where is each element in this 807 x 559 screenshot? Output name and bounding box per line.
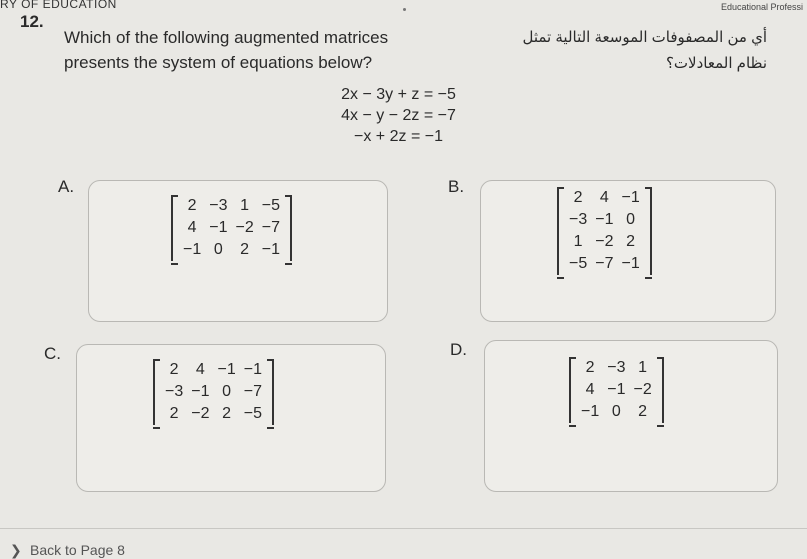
- matrix-row: [565, 209, 644, 231]
- matrix-cell: −3: [607, 359, 626, 376]
- option-d-box[interactable]: [484, 340, 778, 492]
- option-c-box[interactable]: [76, 344, 386, 492]
- header-department: Educational Professi: [720, 2, 803, 12]
- matrix-cell: 1: [240, 197, 250, 214]
- matrix-cell: −1: [261, 241, 280, 258]
- matrix-row: [577, 379, 656, 401]
- matrix-cell: −3: [209, 197, 228, 214]
- matrix-cell: 2: [187, 197, 197, 214]
- matrix-cell: 2: [638, 403, 648, 420]
- matrix-cell: −3: [165, 383, 184, 400]
- matrix-cell: 0: [213, 241, 223, 258]
- matrix-cell: −1: [607, 381, 626, 398]
- footer-divider: [0, 528, 807, 529]
- matrix-cell: −7: [243, 383, 262, 400]
- matrix-row: [577, 401, 656, 423]
- option-d-matrix: [569, 357, 664, 423]
- matrix-cell: −5: [261, 197, 280, 214]
- matrix-row: [565, 187, 644, 209]
- matrix-cell: 0: [626, 211, 636, 228]
- matrix-cell: 2: [169, 361, 179, 378]
- matrix-row: [161, 381, 266, 403]
- option-b-box[interactable]: [480, 180, 776, 322]
- matrix-cell: −1: [581, 403, 600, 420]
- option-a-box[interactable]: [88, 180, 388, 322]
- matrix-cell: 2: [222, 405, 232, 422]
- matrix-cell: −2: [633, 381, 652, 398]
- matrix-cell: 2: [573, 189, 583, 206]
- back-arrow-icon[interactable]: ❯: [10, 542, 22, 558]
- matrix-cell: −2: [191, 405, 210, 422]
- page-mark: [403, 8, 406, 11]
- matrix-cell: −1: [595, 211, 614, 228]
- matrix-cell: −7: [595, 255, 614, 272]
- matrix-cell: 1: [638, 359, 648, 376]
- matrix-cell: −2: [235, 219, 254, 236]
- option-c-matrix: [153, 359, 274, 425]
- header-ministry: RY OF EDUCATION: [0, 0, 117, 11]
- equation-1: 2x − 3y + z = −5: [341, 86, 456, 103]
- question-text-arabic: أي من المصفوفات الموسعة التالية تمثل نظام المعادلات؟: [522, 29, 767, 72]
- matrix-cell: −1: [621, 255, 640, 272]
- matrix-cell: 2: [169, 405, 179, 422]
- option-b-matrix: [557, 187, 652, 275]
- equation-system: [0, 84, 807, 147]
- matrix-cell: −2: [595, 233, 614, 250]
- matrix-row: [565, 253, 644, 275]
- matrix-cell: 2: [626, 233, 636, 250]
- matrix-row: [179, 239, 284, 261]
- matrix-cell: −1: [621, 189, 640, 206]
- option-a-matrix: [171, 195, 292, 261]
- matrix-cell: −1: [217, 361, 236, 378]
- matrix-row: [577, 357, 656, 379]
- matrix-cell: 2: [240, 241, 250, 258]
- matrix-cell: −1: [191, 383, 210, 400]
- matrix-row: [179, 195, 284, 217]
- equation-2: 4x − y − 2z = −7: [341, 107, 456, 124]
- matrix-row: [179, 217, 284, 239]
- option-c-letter: C.: [44, 344, 61, 363]
- equation-3: −x + 2z = −1: [354, 128, 443, 145]
- matrix-row: [565, 231, 644, 253]
- matrix-cell: 4: [187, 219, 197, 236]
- option-d-letter: D.: [450, 340, 467, 359]
- matrix-cell: −5: [243, 405, 262, 422]
- matrix-row: [161, 403, 266, 425]
- matrix-cell: −5: [569, 255, 588, 272]
- matrix-cell: −1: [183, 241, 202, 258]
- matrix-cell: 4: [585, 381, 595, 398]
- matrix-cell: −1: [209, 219, 228, 236]
- matrix-cell: 4: [195, 361, 205, 378]
- matrix-row: [161, 359, 266, 381]
- matrix-cell: −3: [569, 211, 588, 228]
- matrix-cell: 0: [222, 383, 232, 400]
- option-b-letter: B.: [448, 177, 465, 196]
- matrix-cell: −1: [243, 361, 262, 378]
- option-a-letter: A.: [58, 177, 75, 196]
- matrix-cell: 2: [585, 359, 595, 376]
- back-to-page-link[interactable]: Back to Page 8: [30, 542, 125, 558]
- matrix-cell: 1: [573, 233, 583, 250]
- matrix-cell: 0: [611, 403, 621, 420]
- question-text: Which of the following augmented matrices presents the system of equations below?: [64, 28, 389, 72]
- question-number: 12.: [20, 12, 44, 31]
- matrix-cell: −7: [261, 219, 280, 236]
- matrix-cell: 4: [599, 189, 609, 206]
